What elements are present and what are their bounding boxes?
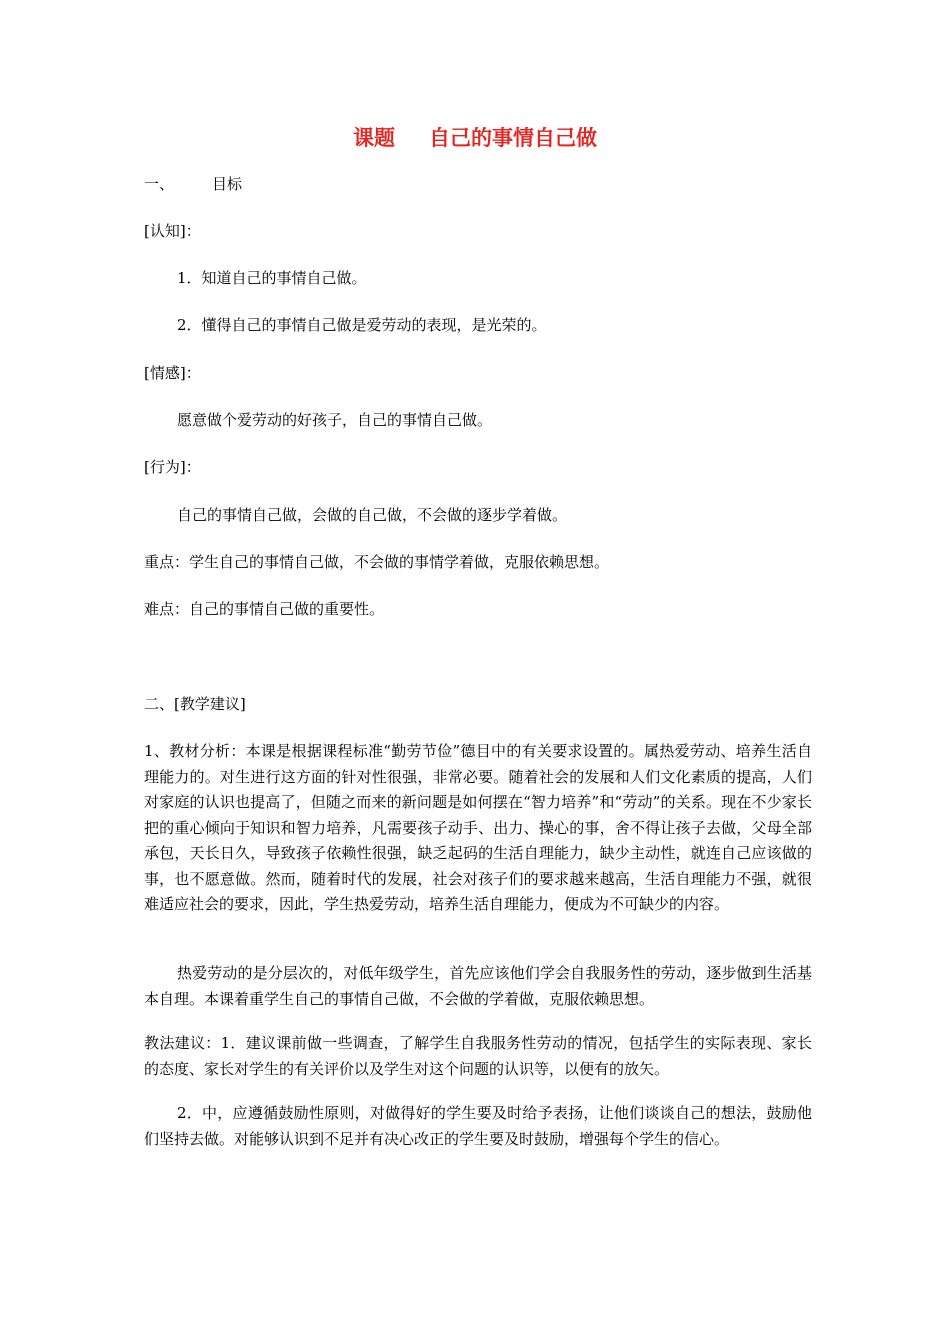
title-prefix: 课题 [353, 126, 395, 150]
key-point: 重点：学生自己的事情自己做，不会做的事情学着做，克服依赖思想。 [144, 553, 610, 571]
emotion-label: [情感]： [144, 364, 201, 382]
textbook-analysis-paragraph: 1、教材分析：本课是根据课程标准“勤劳节俭”德目中的有关要求设置的。属热爱劳动、培养生活自理能力的。对生进行这方面的针对性很强，非常必要。随着社会的发展和人们文化素质的提高，人们对家庭的认识也提高了，但随之而来的新问题是如何摆在“智力培养”和“劳动”的关系。现在不少家长把的重心倾向于知识和智力培养，凡需要孩子动手、出力、操心的事，舍不得让孩子去做，父母全部承包，天长日久，导致孩子依赖性很强，缺乏起码的生活自理能力，缺少主动性，就连自己应该做的事，也不愿意做。然而，随着时代的发展，社会对孩子们的要求越来越高，生活自理能力不强，就很难适应社会的要求，因此，学生热爱劳动，培养生活自理能力，便成为不可缺少的内容。 [144, 742, 812, 913]
section1-heading-text: 目标 [212, 175, 243, 193]
difficulty-point: 难点：自己的事情自己做的重要性。 [144, 600, 385, 618]
title-main: 自己的事情自己做 [429, 126, 597, 150]
section1-heading [144, 174, 242, 194]
labor-paragraph: 热爱劳动的是分层次的，对低年级学生，首先应该他们学会自我服务性的劳动，逐步做到生活基本自理。本课着重学生自己的事情自己做，不会做的学着做，克服依赖思想。 [144, 964, 812, 1008]
section2-heading: 二、[教学建议] [144, 695, 246, 713]
behavior-text: 自己的事情自己做，会做的自己做，不会做的逐步学着做。 [177, 506, 568, 524]
emotion-text: 愿意做个爱劳动的好孩子，自己的事情自己做。 [177, 411, 493, 429]
method-suggestion-2: 2．中，应遵循鼓励性原则，对做得好的学生要及时给予表扬，让他们谈谈自己的想法，鼓励他们坚持去做。对能够认识到不足并有决心改正的学生要及时鼓励，增强每个学生的信心。 [144, 1104, 812, 1148]
cognition-item-1: 1．知道自己的事情自己做。 [177, 269, 367, 287]
method-suggestion-1: 教法建议：1．建议课前做一些调查，了解学生自我服务性劳动的情况，包括学生的实际表现、家长的态度、家长对学生的有关评价以及学生对这个问题的认识等，以便有的放矢。 [144, 1034, 812, 1078]
page-title [0, 122, 950, 152]
cognition-label: [认知]： [144, 222, 201, 240]
section1-number: 一、 [144, 175, 175, 193]
cognition-item-2: 2．懂得自己的事情自己做是爱劳动的表现，是光荣的。 [177, 316, 547, 334]
behavior-label: [行为]： [144, 458, 201, 476]
